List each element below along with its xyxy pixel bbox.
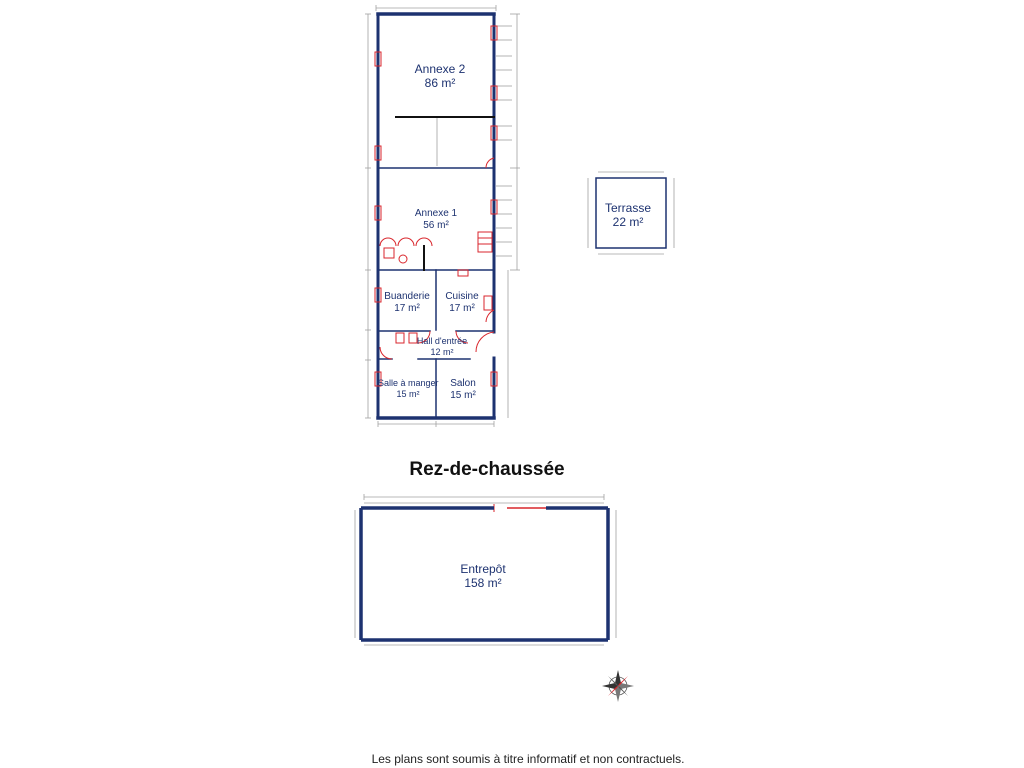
room-name: Hall d'entrée [416, 336, 468, 346]
room-area: 17 m² [394, 303, 420, 314]
room-area: 86 m² [424, 76, 456, 91]
room-area: 12 m² [430, 346, 454, 357]
room-area: 15 m² [450, 390, 476, 401]
openings [375, 26, 546, 512]
room-area: 22 m² [612, 215, 644, 230]
room-label-salon [436, 378, 490, 402]
room-label-cuisine [436, 291, 488, 315]
room-name: Cuisine [445, 291, 479, 302]
room-name: Salon [450, 378, 476, 389]
facade-ticks [496, 26, 512, 256]
room-area: 17 m² [449, 303, 475, 314]
room-label-annexe2 [410, 62, 470, 91]
room-name: Entrepôt [460, 562, 506, 576]
room-name: Buanderie [384, 291, 430, 302]
dimension-lines [355, 5, 674, 645]
room-name: Salle à manger [378, 378, 439, 388]
room-area: 158 m² [464, 576, 502, 591]
level-title: Rez-de-chaussée [409, 459, 565, 480]
room-area: 15 m² [396, 388, 420, 399]
compass-rose-icon [602, 670, 634, 702]
room-label-buanderie [378, 291, 436, 315]
room-label-annexe1 [404, 208, 468, 232]
room-name: Annexe 1 [414, 208, 458, 219]
room-name: Terrasse [604, 201, 651, 215]
room-label-terrasse [596, 201, 660, 230]
room-area: 56 m² [423, 220, 449, 231]
room-label-entrepot [448, 562, 518, 591]
room-label-salle-a-manger [378, 378, 438, 400]
disclaimer-text: Les plans sont soumis à titre informatif et non contractuels. [371, 752, 685, 766]
room-label-hall [410, 336, 474, 358]
room-name: Annexe 2 [414, 62, 466, 76]
